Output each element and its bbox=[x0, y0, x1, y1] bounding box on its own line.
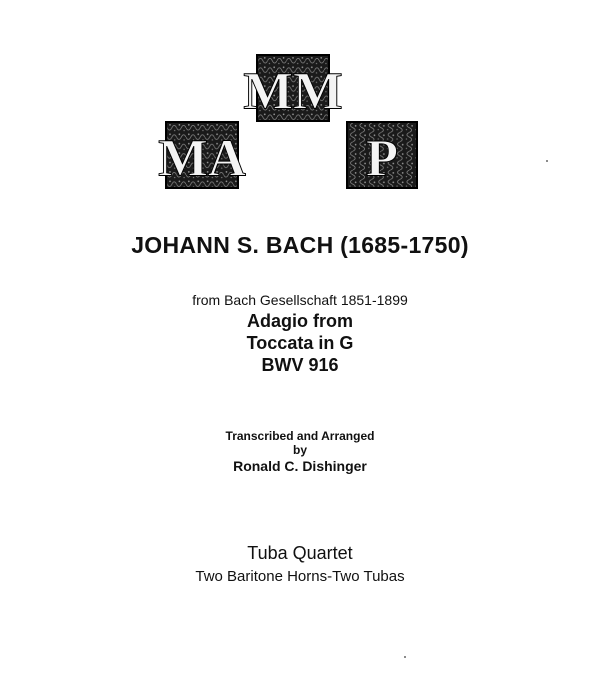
logo-monogram-right-art bbox=[348, 123, 416, 187]
logo-monogram-top bbox=[243, 54, 343, 122]
ensemble-name: Tuba Quartet bbox=[247, 543, 353, 563]
source-line: from Bach Gesellschaft 1851-1899 bbox=[192, 292, 408, 308]
logo-monogram-top-art bbox=[243, 56, 343, 121]
logo-letters-left: MA bbox=[158, 129, 246, 188]
title-line-1: Adagio from bbox=[247, 311, 353, 331]
logo-letters-right: P bbox=[365, 129, 399, 188]
ensemble-instruments: Two Baritone Horns-Two Tubas bbox=[195, 568, 405, 585]
logo-monogram-right bbox=[346, 121, 418, 189]
credit-line-transcribed: Transcribed and Arranged bbox=[225, 429, 375, 443]
scan-speck bbox=[546, 160, 548, 162]
logo-monogram-left-art bbox=[158, 123, 246, 188]
logo-letters-top: MM bbox=[243, 62, 343, 121]
credit-line-by: by bbox=[292, 443, 307, 457]
arranger-name: Ronald C. Dishinger bbox=[233, 458, 367, 474]
title-line-3: BWV 916 bbox=[261, 355, 339, 375]
scan-speck bbox=[404, 656, 406, 658]
title-line-2: Toccata in G bbox=[246, 333, 354, 353]
composer-heading: JOHANN S. BACH (1685-1750) bbox=[131, 232, 469, 258]
logo-monogram-left bbox=[158, 121, 246, 189]
